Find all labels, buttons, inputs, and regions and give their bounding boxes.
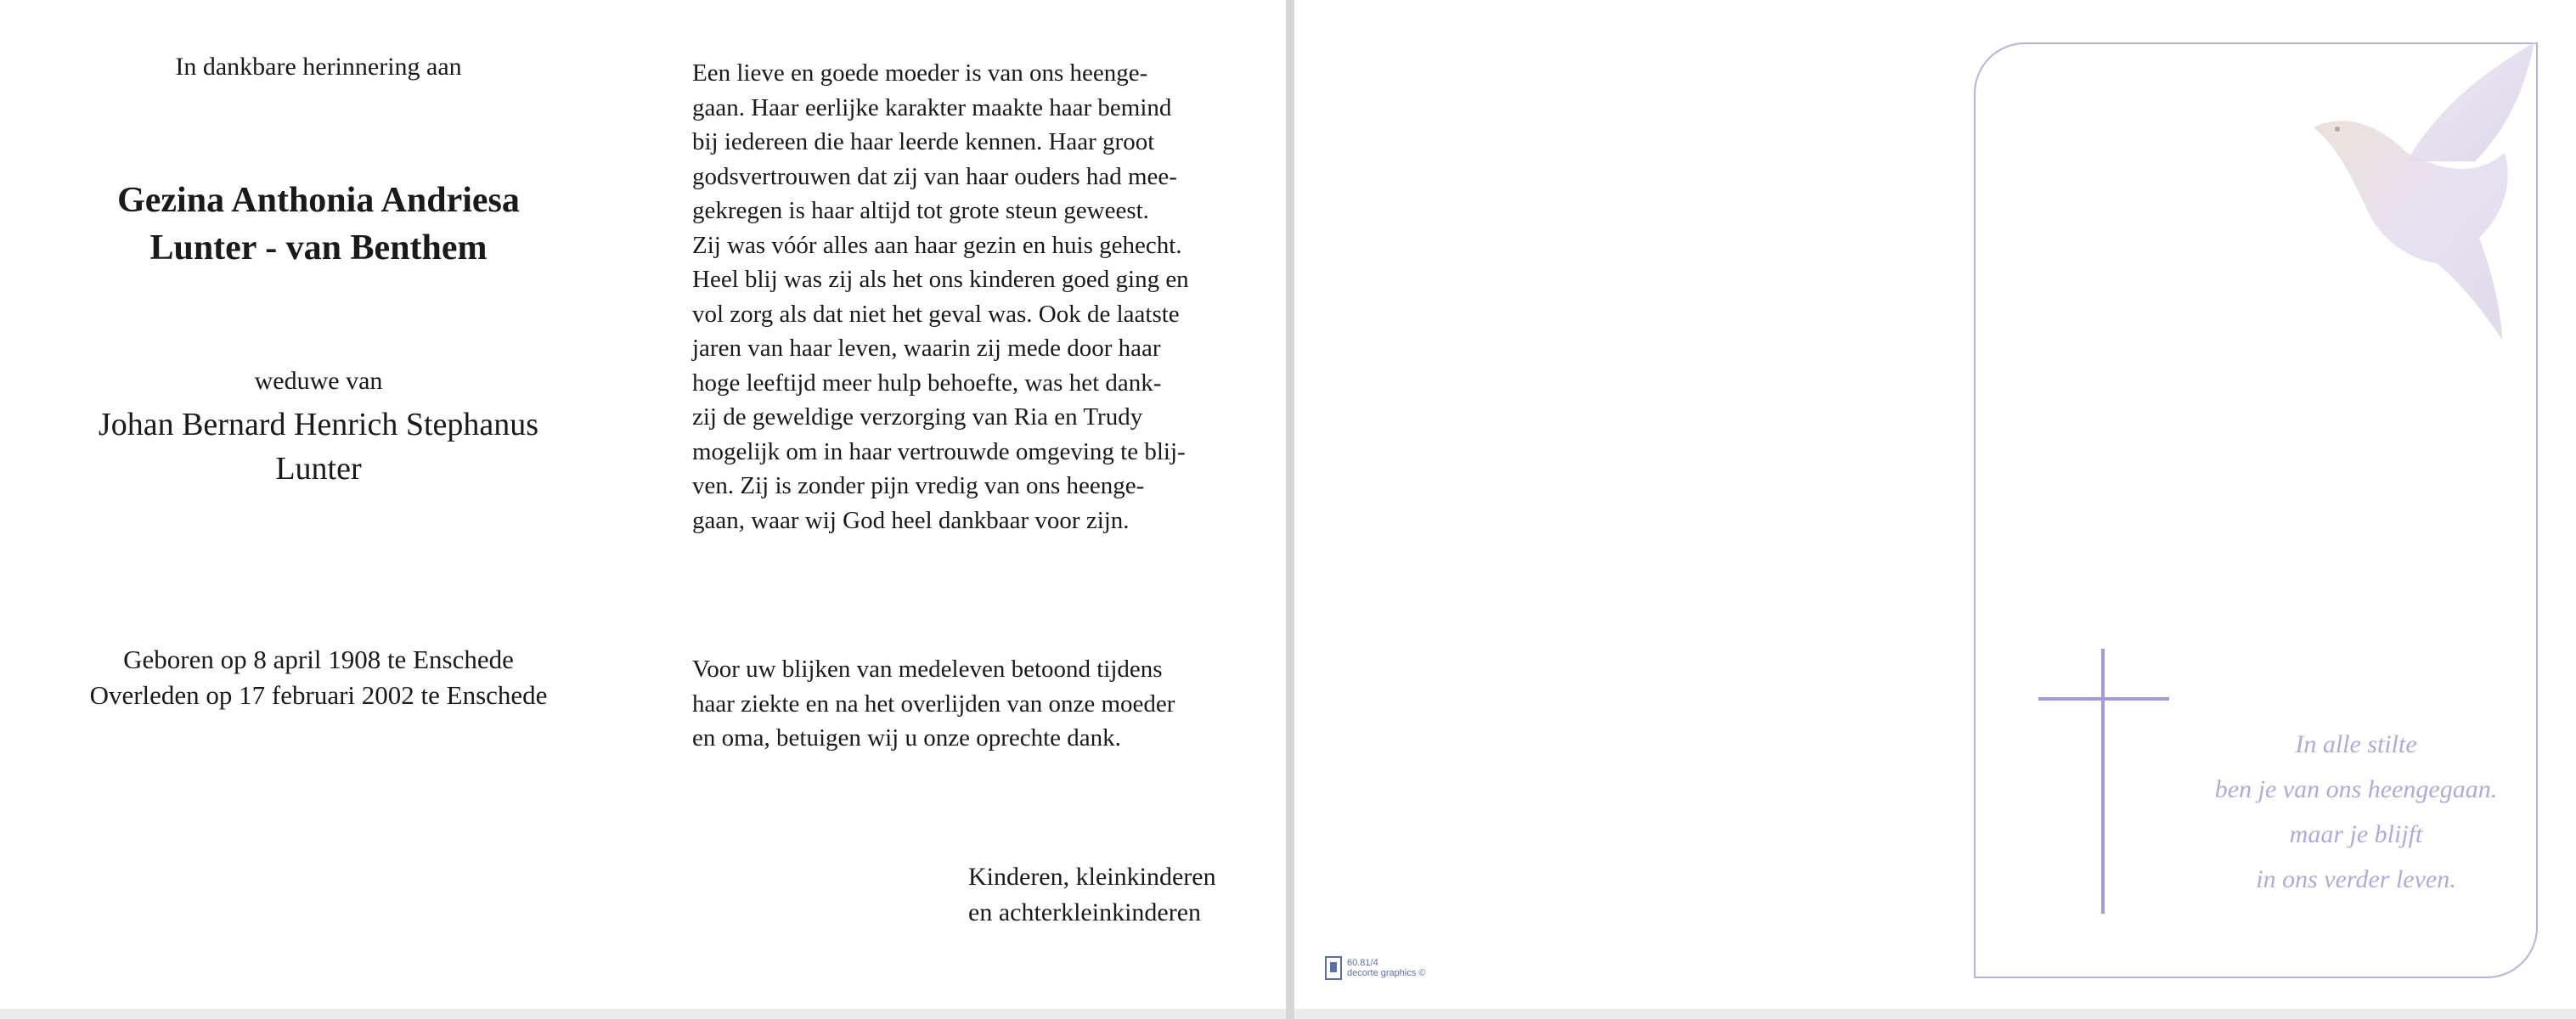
cross-horizontal <box>2038 697 2169 701</box>
poem-line-1: In alle stilte <box>2295 730 2417 758</box>
publisher-logo-icon <box>1325 956 1342 980</box>
deceased-name <box>25 177 612 272</box>
inner-spread <box>0 0 1286 1009</box>
poem-line-3: maar je blijft <box>2289 820 2423 848</box>
birth-line: Geboren op 8 april 1908 te Enschede <box>123 645 514 674</box>
husband-line-1: Johan Bernard Henrich Stephanus <box>98 407 539 442</box>
cross-vertical <box>2101 649 2105 914</box>
tribute-paragraph: Een lieve en goede moeder is van ons heenge- gaan. Haar eerlijke karakter maakte haar bemind bij iedereen die haar leerde kennen. Haar groot godsvertrouwen dat zij van haar ouders had mee- gekregen is haar altijd tot grote steun geweest. Zij was vóór alles aan haar gezin en huis gehecht. Heel blij was zij als het ons kinderen goed ging en vol zorg als dat niet het geval was. Ook de laatste jaren van haar leven, waarin zij mede door haar hoge leeftijd meer hulp behoefte, was het dank- zij de geweldige verzorging van Ria en Trudy mogelijk om in haar vertrouwde omgeving te blij- ven. Zij is zonder pijn vredig van ons heenge- gaan, waar wij God heel dankbaar voor zijn. <box>692 59 1189 534</box>
publisher-logo <box>1325 956 1426 980</box>
name-line-1: Gezina Anthonia Andriesa <box>117 181 520 220</box>
poem-line-4: in ons verder leven. <box>2256 865 2456 893</box>
death-line: Overleden op 17 februari 2002 te Enschede <box>89 680 548 710</box>
intro-text: In dankbare herinnering aan <box>175 53 462 81</box>
husband-line-2: Lunter <box>275 451 362 487</box>
husband-name <box>25 403 612 491</box>
poem <box>2144 722 2568 902</box>
life-dates <box>25 642 612 713</box>
name-line-2: Lunter - van Benthem <box>149 228 488 267</box>
widow-of-label: weduwe van <box>254 367 383 395</box>
dove-icon <box>2280 34 2551 357</box>
thanks-paragraph: Voor uw blijken van medeleven betoond tijdens haar ziekte en na het overlijden van onze moeder en oma, betuigen wij u onze oprechte dank. <box>692 656 1175 752</box>
publisher-code: 60.81/4 decorte graphics © <box>1347 958 1426 978</box>
poem-line-2: ben je van ons heengegaan. <box>2214 775 2498 803</box>
cover-page <box>1294 0 2576 1009</box>
signature: Kinderen, kleinkinderen en achterkleinkinderen <box>968 863 1216 926</box>
card-fold <box>1286 0 1294 1019</box>
